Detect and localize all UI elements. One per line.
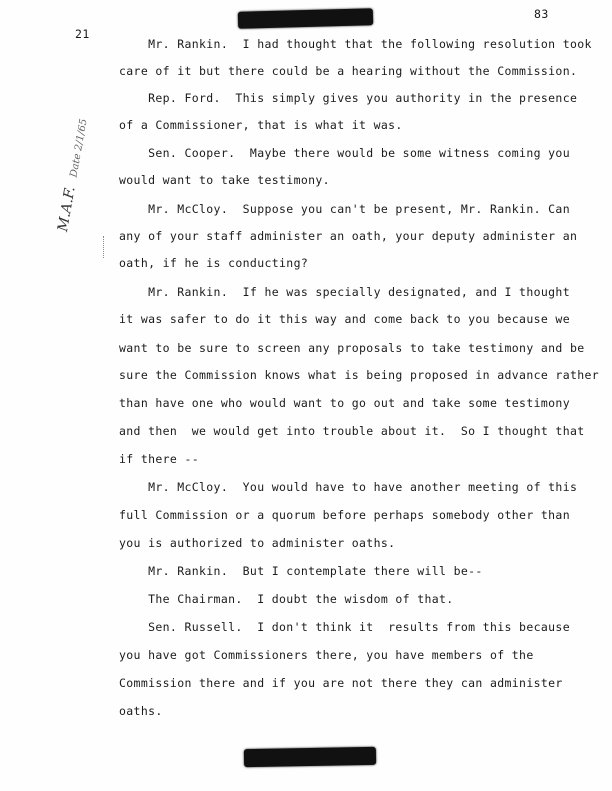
transcript-line: any of your staff administer an oath, your deputy administer an <box>119 229 578 243</box>
transcript-line: Mr. McCloy. Suppose you can't be present, Mr. Rankin. Can <box>119 202 570 216</box>
transcript-line: you have got Commissioners there, you have members of the <box>119 648 534 662</box>
transcript-line: and then we would get into trouble about it. So I thought that <box>119 424 585 438</box>
transcript-line: full Commission or a quorum before perhaps somebody other than <box>119 508 570 522</box>
margin-date: Date 2/1/65 <box>68 117 90 179</box>
margin-handwriting: M.A.F. <box>55 185 79 233</box>
transcript-line: The Chairman. I doubt the wisdom of that. <box>119 592 454 606</box>
transcript-line: Mr. Rankin. If he was specially designated, and I thought <box>119 285 570 299</box>
margin-tick-mark <box>103 236 108 258</box>
transcript-line: Sen. Cooper. Maybe there would be some witness coming you <box>119 146 570 160</box>
transcript-line: oath, if he is conducting? <box>119 256 309 270</box>
transcript-line: care of it but there could be a hearing without the Commission. <box>119 64 578 78</box>
transcript-line: you is authorized to administer oaths. <box>119 536 396 550</box>
transcript-line: Mr. Rankin. I had thought that the following resolution took <box>119 37 592 51</box>
transcript-line: oaths. <box>119 704 163 718</box>
transcript-line: than have one who would want to go out and take some testimony <box>119 396 570 410</box>
page-number-left: 21 <box>75 27 90 41</box>
transcript-line: sure the Commission knows what is being proposed in advance rather <box>119 368 600 382</box>
transcript-line: Sen. Russell. I don't think it results from this because <box>119 620 570 634</box>
transcript-line: Rep. Ford. This simply gives you authority in the presence <box>119 91 578 105</box>
transcript-line: of a Commissioner, that is what it was. <box>119 118 403 132</box>
transcript-line: Commission there and if you are not there they can administer <box>119 676 563 690</box>
transcript-line: it was safer to do it this way and come back to you because we <box>119 312 570 326</box>
page-number-right: 83 <box>534 7 549 21</box>
redaction-bar-top <box>238 8 373 29</box>
transcript-line: Mr. McCloy. You would have to have another meeting of this <box>119 480 578 494</box>
transcript-line: if there -- <box>119 452 200 466</box>
transcript-line: Mr. Rankin. But I contemplate there will be-- <box>119 564 483 578</box>
transcript-line: want to be sure to screen any proposals to take testimony and be <box>119 341 585 355</box>
transcript-line: would want to take testimony. <box>119 173 330 187</box>
handwritten-margin-note <box>55 102 117 237</box>
redaction-bar-bottom <box>244 747 376 767</box>
